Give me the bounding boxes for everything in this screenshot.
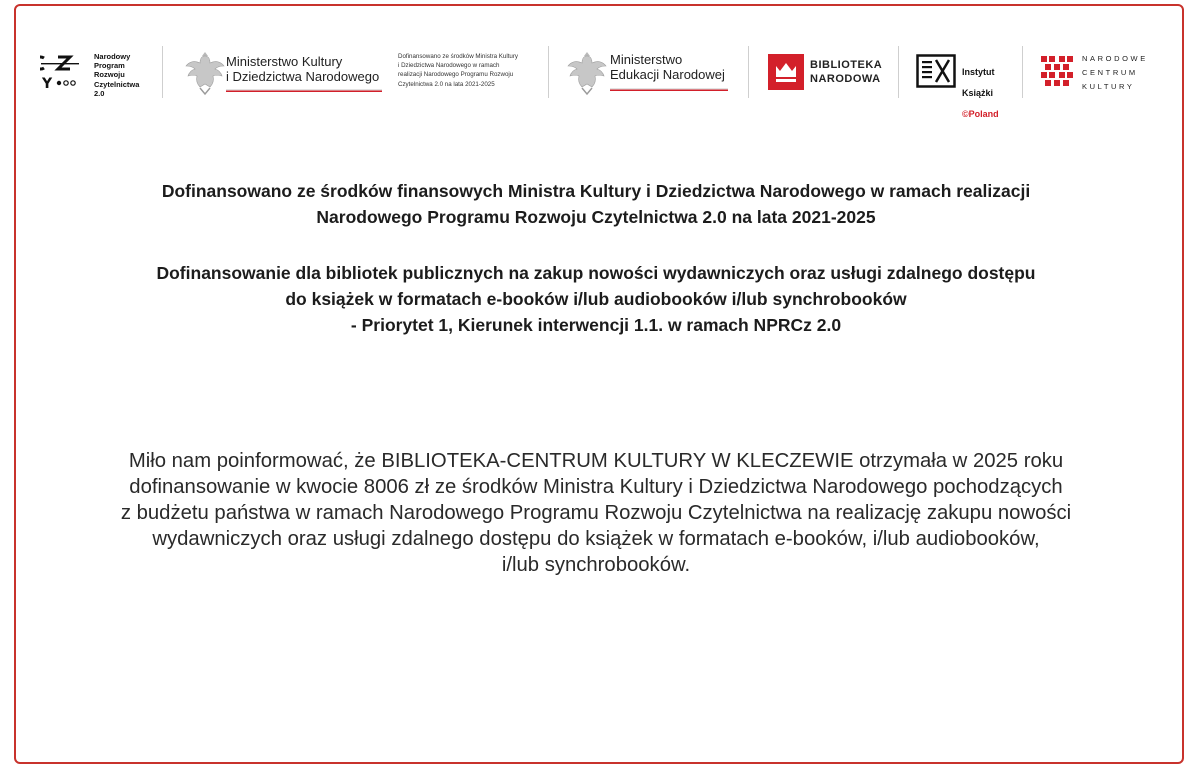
crown-icon — [768, 54, 804, 90]
eagle-emblem-icon — [566, 48, 608, 96]
logo-divider — [548, 46, 549, 98]
heading-line: Dofinansowano ze środków finansowych Ministra Kultury i Dziedzictwa Narodowego w ramach realizacji — [161, 181, 1031, 201]
body-line: Miło nam poinformować, że BIBLIOTEKA-CENTRUM KULTURY W KLECZEWIE otrzymała w 2025 roku — [128, 450, 1064, 472]
ik-line-3: ©Poland — [962, 108, 999, 119]
men-logo-text: Ministerstwo Edukacji Narodowej — [610, 52, 725, 82]
ik-line-2: Książki — [962, 87, 994, 98]
logo-divider — [898, 46, 899, 98]
announcement-text — [30, 448, 1162, 578]
logo-divider — [1022, 46, 1023, 98]
eagle-emblem-icon — [184, 48, 226, 96]
body-line: wydawniczych oraz usługi zdalnego dostępu do książek w formatach e-booków, i/lub audiobooków, — [152, 528, 1040, 550]
nprcz-logo-text: Narodowy Program Rozwoju Czytelnictwa 2.0 — [94, 52, 140, 98]
heading-line: do książek w formatach e-booków i/lub audiobooków i/lub synchrobooków — [285, 289, 907, 309]
mkidn-logo-text: Ministerstwo Kultury i Dziedzictwa Narodowego — [226, 54, 380, 84]
heading-line: Narodowego Programu Rozwoju Czytelnictwa 2.0 na lata 2021-2025 — [316, 207, 876, 227]
flag-stripe — [610, 88, 728, 91]
nck-pattern-icon — [1040, 54, 1074, 88]
instytut-ksiazki-text — [962, 56, 999, 119]
sponsor-logo-bar — [40, 42, 1150, 119]
page-frame — [14, 4, 1184, 764]
ik-line-1: Instytut — [962, 66, 995, 77]
men-logo — [566, 42, 736, 102]
logo-divider — [748, 46, 749, 98]
funding-heading — [40, 178, 1152, 230]
instytut-ksiazki-logo — [916, 42, 1016, 119]
body-line: i/lub synchrobooków. — [501, 554, 691, 576]
logo-divider — [162, 46, 163, 98]
nck-logo — [1040, 42, 1150, 102]
body-line: dofinansowanie w kwocie 8006 zł ze środków Ministra Kultury i Dziedzictwa Narodowego pochodzących — [129, 476, 1063, 498]
nck-text: NARODOWE CENTRUM KULTURY — [1082, 54, 1148, 91]
heading-line: - Priorytet 1, Kierunek interwencji 1.1. w ramach NPRCz 2.0 — [350, 315, 842, 335]
body-line: z budżetu państwa w ramach Narodowego Programu Rozwoju Czytelnictwa na realizację zakupu nowości — [120, 502, 1072, 524]
biblioteka-narodowa-logo — [768, 42, 888, 102]
biblioteka-narodowa-text: BIBLIOTEKA NARODOWA — [810, 59, 883, 85]
heading-line: Dofinansowanie dla bibliotek publicznych na zakup nowości wydawniczych oraz usługi zdalnego dostępu — [156, 263, 1036, 283]
cofinancing-note: Dofinansowano ze środków Ministra Kultury i Dziedzictwa Narodowego w ramach realizacji Narodowego Programu Rozwoju Czytelnictwa 2.0 na lata 2021-2025 — [398, 53, 519, 88]
program-heading — [40, 260, 1152, 338]
czy-logo-icon — [40, 52, 80, 92]
nprcz-logo — [40, 42, 160, 102]
book-mark-icon — [916, 54, 956, 88]
flag-stripe — [226, 89, 382, 92]
svg-text:Y: Y — [42, 76, 53, 92]
mkidn-logo — [180, 42, 390, 102]
